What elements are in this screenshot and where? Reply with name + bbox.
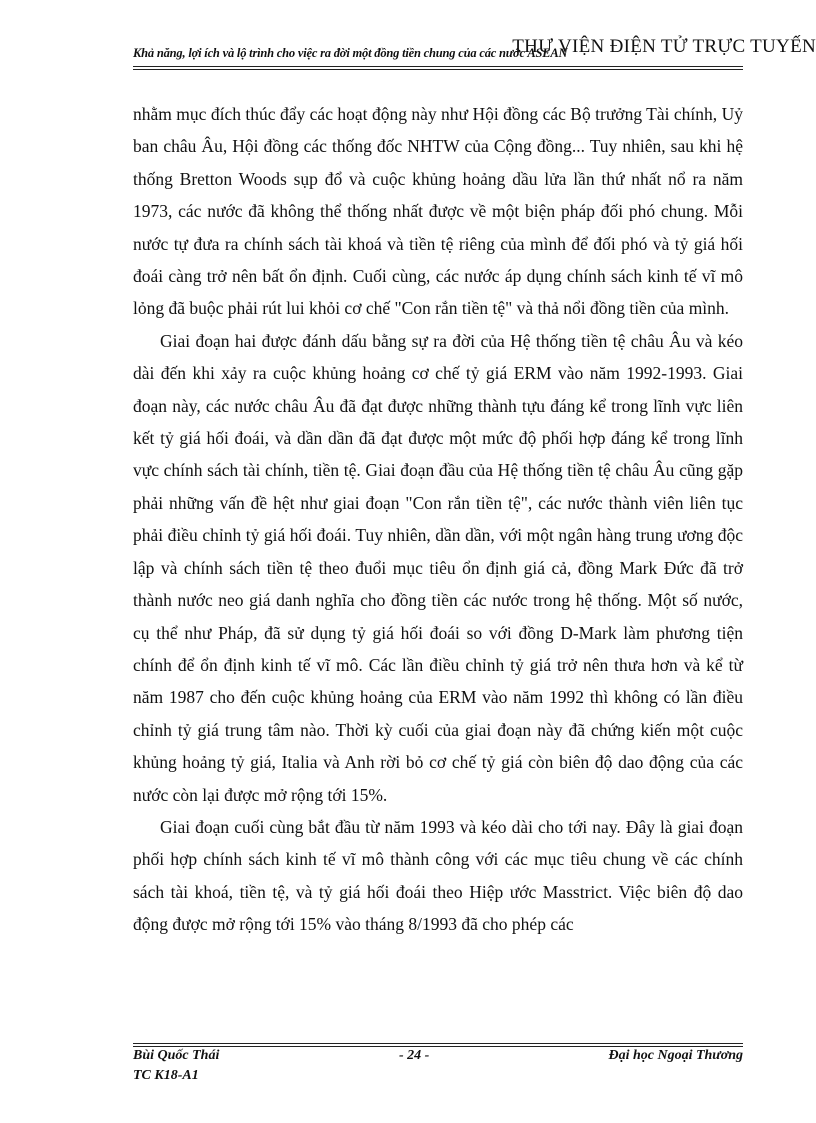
footer-class-code: TC K18-A1 <box>133 1068 199 1083</box>
footer-divider <box>133 1046 743 1047</box>
page-footer <box>133 1048 743 1098</box>
paragraph: Giai đoạn cuối cùng bắt đầu từ năm 1993 và kéo dài cho tới nay. Đây là giai đoạn phối hợp chính sách kinh tế vĩ mô thành công với các mục tiêu chung về các chính sách tài khoá, tiền tệ, và tỷ giá hối đoái theo Hiệp ước Masstrict. Việc biên độ dao động được mở rộng tới 15% vào tháng 8/1993 đã cho phép các <box>133 816 743 935</box>
body-text <box>133 98 743 941</box>
footer-author: Bùi Quốc Thái <box>133 1048 220 1063</box>
footer-school: Đại học Ngoại Thương <box>608 1048 743 1063</box>
paragraph: nhằm mục đích thúc đẩy các hoạt động này như Hội đồng các Bộ trưởng Tài chính, Uỷ ban châu Âu, Hội đồng các thống đốc NHTW của Cộng đồng... Tuy nhiên, sau khi hệ thống Bretton Woods sụp đổ và cuộc khủng hoảng dầu lửa lần thứ nhất nổ ra năm 1973, các nước đã không thể thống nhất được về một biện pháp đối phó chung. Mỗi nước tự đưa ra chính sách tài khoá và tiền tệ riêng của mình để đối phó và tỷ giá hối đoái càng trở nên bất ổn định. Cuối cùng, các nước áp dụng chính sách kinh tế vĩ mô lỏng đã buộc phải rút lui khỏi cơ chế "Con rắn tiền tệ" và thả nổi đồng tiền của mình. <box>133 104 743 319</box>
header-title: Khả năng, lợi ích và lộ trình cho việc ra đời một đồng tiền chung của các nước ASEAN <box>133 46 568 60</box>
footer-divider-thin <box>133 1043 743 1044</box>
library-watermark: THƯ VIỆN ĐIỆN TỬ TRỰC TUYẾN <box>512 36 816 57</box>
page-header <box>133 36 816 66</box>
header-divider <box>133 66 743 67</box>
header-divider-thin <box>133 69 743 70</box>
page-number: - 24 - <box>399 1048 430 1063</box>
paragraph: Giai đoạn hai được đánh dấu bằng sự ra đời của Hệ thống tiền tệ châu Âu và kéo dài đến khi xảy ra cuộc khủng hoảng cơ chế tỷ giá ERM vào năm 1992-1993. Giai đoạn này, các nước châu Âu đã đạt được những thành tựu đáng kể trong lĩnh vực liên kết tỷ giá hối đoái, và dần dần đã đạt được một mức độ phối hợp đáng kể trong lĩnh vực chính sách tài chính, tiền tệ. Giai đoạn đầu của Hệ thống tiền tệ châu Âu cũng gặp phải những vấn đề hệt như giai đoạn "Con rắn tiền tệ", các nước thành viên liên tục phải điều chỉnh tỷ giá hối đoái. Tuy nhiên, dần dần, với một ngân hàng trung ương độc lập và chính sách tiền tệ theo đuổi mục tiêu ổn định giá cả, đồng Mark Đức đã trở thành nước neo giá danh nghĩa cho đồng tiền các nước trong hệ thống. Một số nước, cụ thể như Pháp, đã sử dụng tỷ giá hối đoái so với đồng D-Mark làm phương tiện chính để ổn định kinh tế vĩ mô. Các lần điều chỉnh tỷ giá trở nên thưa hơn và kể từ năm 1987 cho đến cuộc khủng hoảng của ERM vào năm 1992 thì không có lần điều chỉnh tỷ giá trung tâm nào. Thời kỳ cuối của giai đoạn này đã chứng kiến một cuộc khủng hoảng tỷ giá, Italia và Anh rời bỏ cơ chế tỷ giá còn biên độ dao động của các nước còn lại được mở rộng tới 15%. <box>133 330 743 805</box>
